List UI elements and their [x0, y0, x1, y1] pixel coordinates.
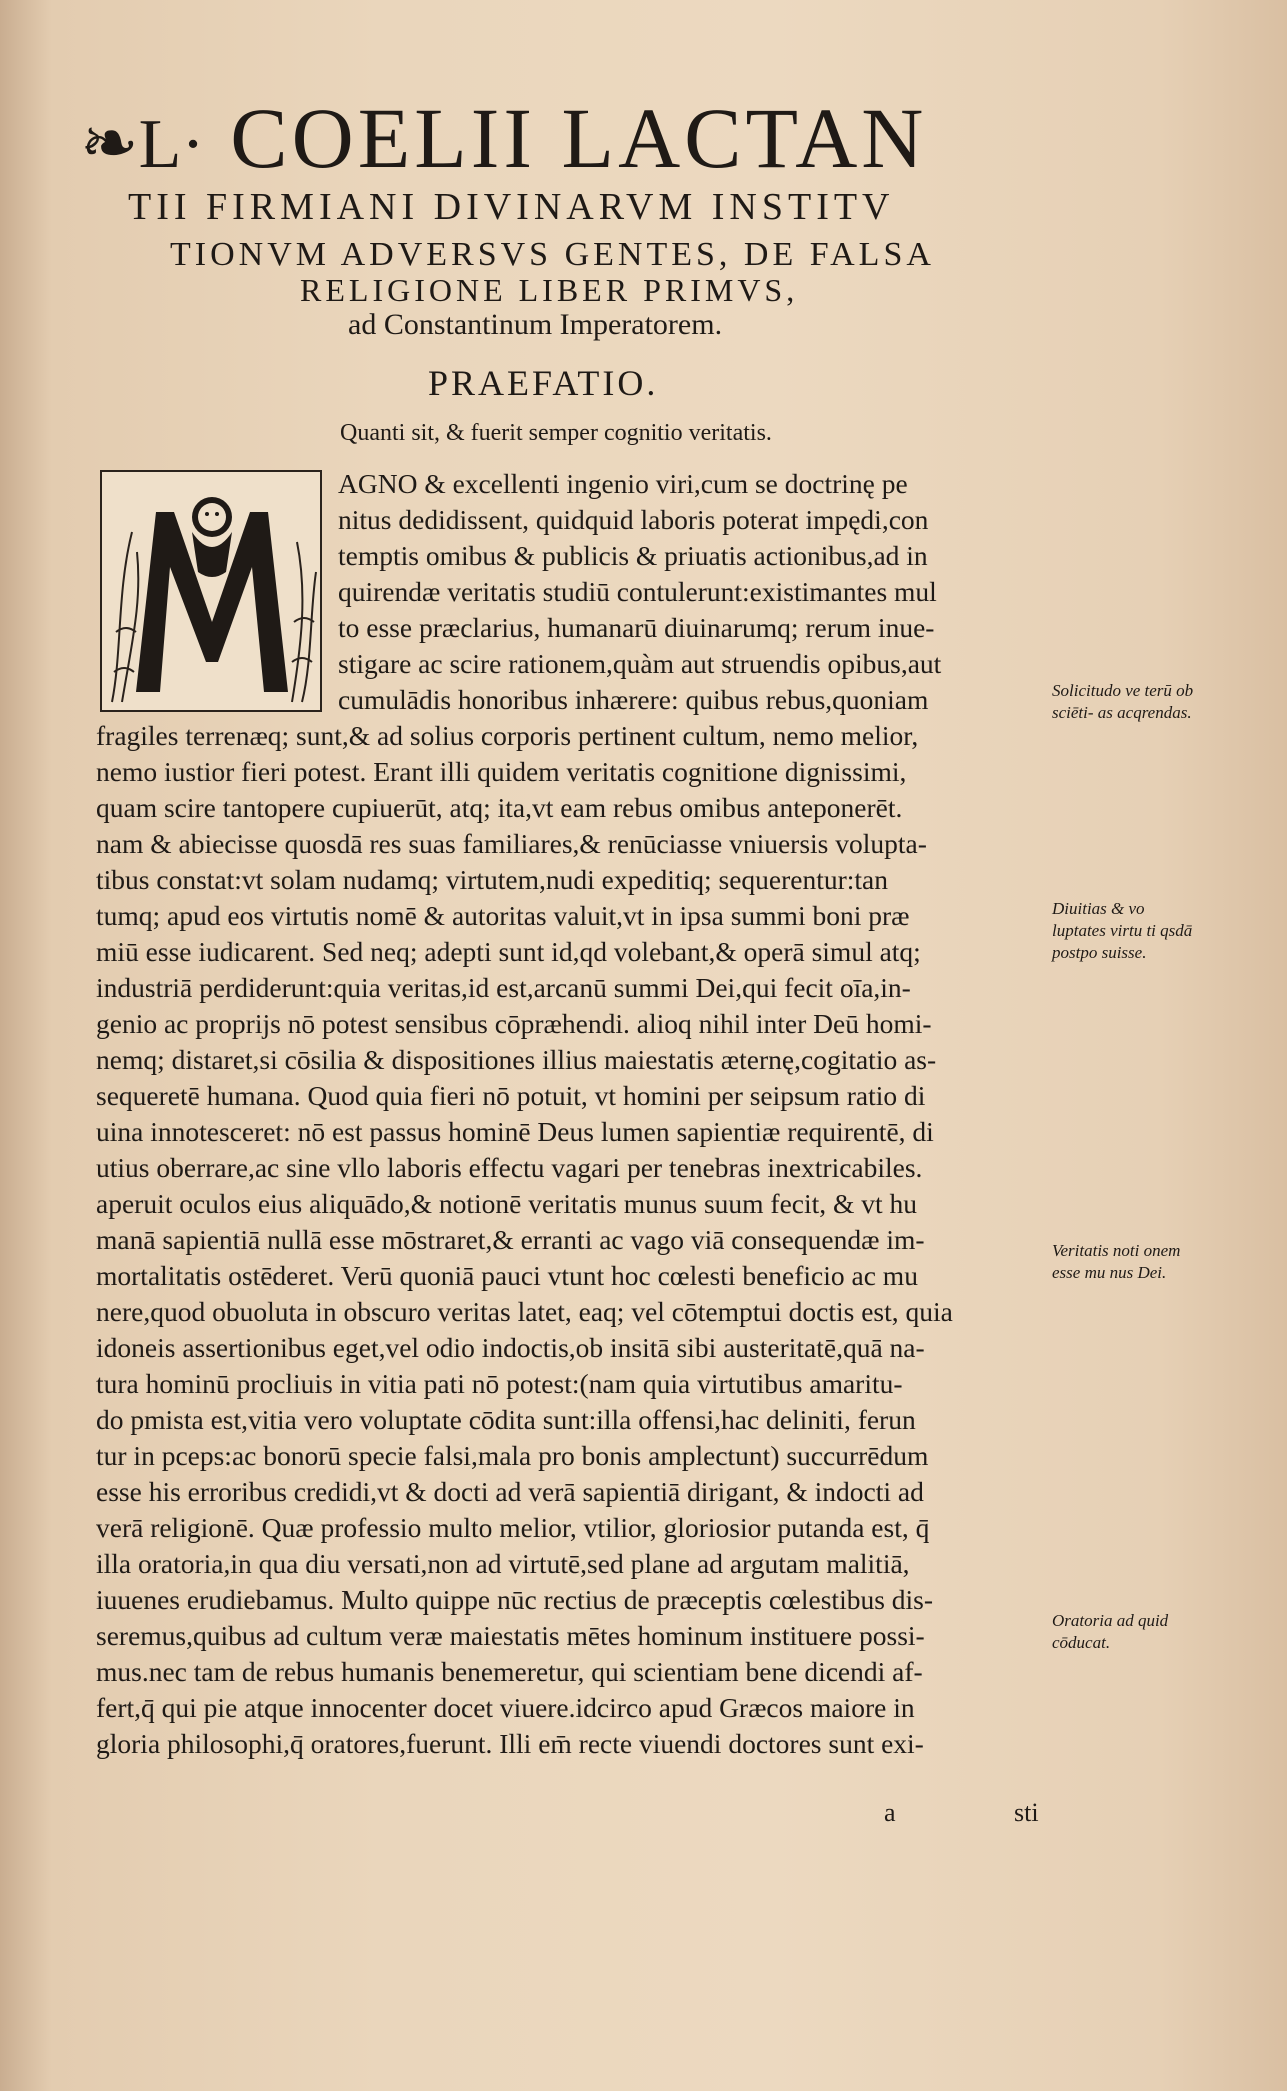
chapter-subtitle: Quanti sit, & fuerit semper cognitio veritatis.	[340, 420, 772, 446]
title-line-1	[80, 88, 927, 188]
text-line: tumq; apud eos virtutis nomē & autoritas valuit,vt in ipsa summi boni præ	[96, 900, 910, 931]
text-line: quam scire tantopere cupiuerūt, atq; ita,vt eam rebus omibus anteponerēt.	[96, 792, 903, 823]
text-line: mortalitatis ostēderet. Verū quoniā pauci vtunt hoc cœlesti beneficio ac mu	[96, 1260, 918, 1291]
text-line: cumulādis honoribus inhærere: quibus rebus,quoniam	[338, 684, 929, 715]
text-line: aperuit oculos eius aliquādo,& notionē veritatis munus suum fecit, & vt hu	[96, 1188, 918, 1219]
text-line: uina innotesceret: nō est passus hominē Deus lumen sapientiæ requirentē, di	[96, 1116, 934, 1147]
title-line-4: RELIGIONE LIBER PRIMVS,	[300, 272, 799, 308]
section-heading: PRAEFATIO.	[428, 363, 659, 403]
margin-note: Diuitias & vo luptates virtu ti qsdā postpo suisse.	[1052, 899, 1193, 962]
text-line: sequeretē humana. Quod quia fieri nō potuit, vt homini per seipsum ratio di	[96, 1080, 926, 1111]
text-line: genio ac proprijs nō potest sensibus cōpræhendi. alioq nihil inter Deū homi-	[96, 1008, 932, 1039]
text-line: verā religionē. Quæ professio multo melior, vtilior, gloriosior putanda est, q̄	[96, 1512, 930, 1543]
text-line: stigare ac scire rationem,quàm aut struendis opibus,aut	[338, 648, 942, 679]
text-line: temptis omibus & publicis & priuatis actionibus,ad in	[338, 540, 928, 571]
signature-mark: a	[884, 1798, 896, 1827]
text-line: mus.nec tam de rebus humanis benemeretur, qui scientiam bene dicendi af-	[96, 1656, 923, 1687]
text-line: esse his erroribus credidi,vt & docti ad verā sapientiā dirigant, & indocti ad	[96, 1476, 924, 1507]
text-line: tibus constat:vt solam nudamq; virtutem,nudi expeditiq; sequerentur:tan	[96, 864, 889, 895]
text-line: miū esse iudicarent. Sed neq; adepti sunt id,qd volebant,& operā simul atq;	[96, 936, 921, 967]
text-line: quirendæ veritatis studiū contulerunt:existimantes mul	[338, 576, 937, 607]
text-line: tura hominū procliuis in vitia pati nō potest:(nam quia virtutibus amaritu-	[96, 1368, 903, 1399]
text-line: nemq; distaret,si cōsilia & dispositiones illius maiestatis æternę,cogitatio as-	[96, 1044, 937, 1075]
margin-note: Oratoria ad quid cōducat.	[1052, 1611, 1169, 1652]
margin-note: Solicitudo ve terū ob sciēti- as acqrendas.	[1052, 681, 1194, 722]
catchword: sti	[1014, 1798, 1039, 1827]
text-line: do pmista est,vitia vero voluptate cōdita sunt:illa offensi,hac deliniti, ferun	[96, 1404, 916, 1435]
margin-note: Veritatis noti onem esse mu nus Dei.	[1052, 1241, 1181, 1282]
text-line: fert,q̄ qui pie atque innocenter docet viuere.idcirco apud Græcos maiore in	[96, 1692, 915, 1723]
text-line: industriā perdiderunt:quia veritas,id est,arcanū summi Dei,qui fecit oīa,in-	[96, 972, 911, 1003]
decorated-initial-M	[100, 470, 322, 712]
text-line: iuuenes erudiebamus. Multo quippe nūc rectius de præceptis cœlestibus dis-	[96, 1584, 934, 1615]
text-line: seremus,quibus ad cultum veræ maiestatis mētes hominum instituere possi-	[96, 1620, 925, 1651]
text-line: nitus dedidissent, quidquid laboris poterat impędi,con	[338, 504, 929, 535]
title-line-2: TII FIRMIANI DIVINARVM INSTITV	[128, 186, 895, 228]
text-line: nam & abiecisse quosdā res suas familiares,& renūciasse vniuersis volupta-	[96, 828, 927, 859]
text-line: manā sapientiā nullā esse mōstraret,& erranti ac vago viā consequendæ im-	[96, 1224, 925, 1255]
text-line: idoneis assertionibus eget,vel odio indoctis,ob insitā sibi austeritatē,quā na-	[96, 1332, 925, 1363]
text-line: nere,quod obuoluta in obscuro veritas latet, eaq; vel cōtemptui doctis est, quia	[96, 1296, 953, 1327]
title-line-3: TIONVM ADVERSVS GENTES, DE FALSA	[170, 236, 935, 273]
text-line: to esse præclarius, humanarū diuinarumq; rerum inue-	[338, 612, 935, 643]
title-line-5: ad Constantinum Imperatorem.	[348, 308, 723, 341]
fleuron-ornament: ❧L·	[80, 106, 205, 183]
title-text-1: COELII LACTAN	[230, 90, 928, 186]
text-line: gloria philosophi,q̄ oratores,fuerunt. Illi em̄ recte viuendi doctores sunt exi-	[96, 1728, 924, 1759]
text-line: tur in pceps:ac bonorū specie falsi,mala pro bonis amplectunt) succurrēdum	[96, 1440, 929, 1471]
text-line: fragiles terrenæq; sunt,& ad solius corporis pertinent cultum, nemo melior,	[96, 720, 919, 751]
text-line: nemo iustior fieri potest. Erant illi quidem veritatis cognitione dignissimi,	[96, 756, 907, 787]
text-line: illa oratoria,in qua diu versati,non ad virtutē,sed plane ad argutam malitiā,	[96, 1548, 910, 1579]
text-line: AGNO & excellenti ingenio viri,cum se doctrinę pe	[338, 468, 908, 499]
woodcut-initial-icon	[102, 472, 320, 710]
text-line: utius oberrare,ac sine vllo laboris effectu vagari per tenebras inextricabiles.	[96, 1152, 923, 1183]
